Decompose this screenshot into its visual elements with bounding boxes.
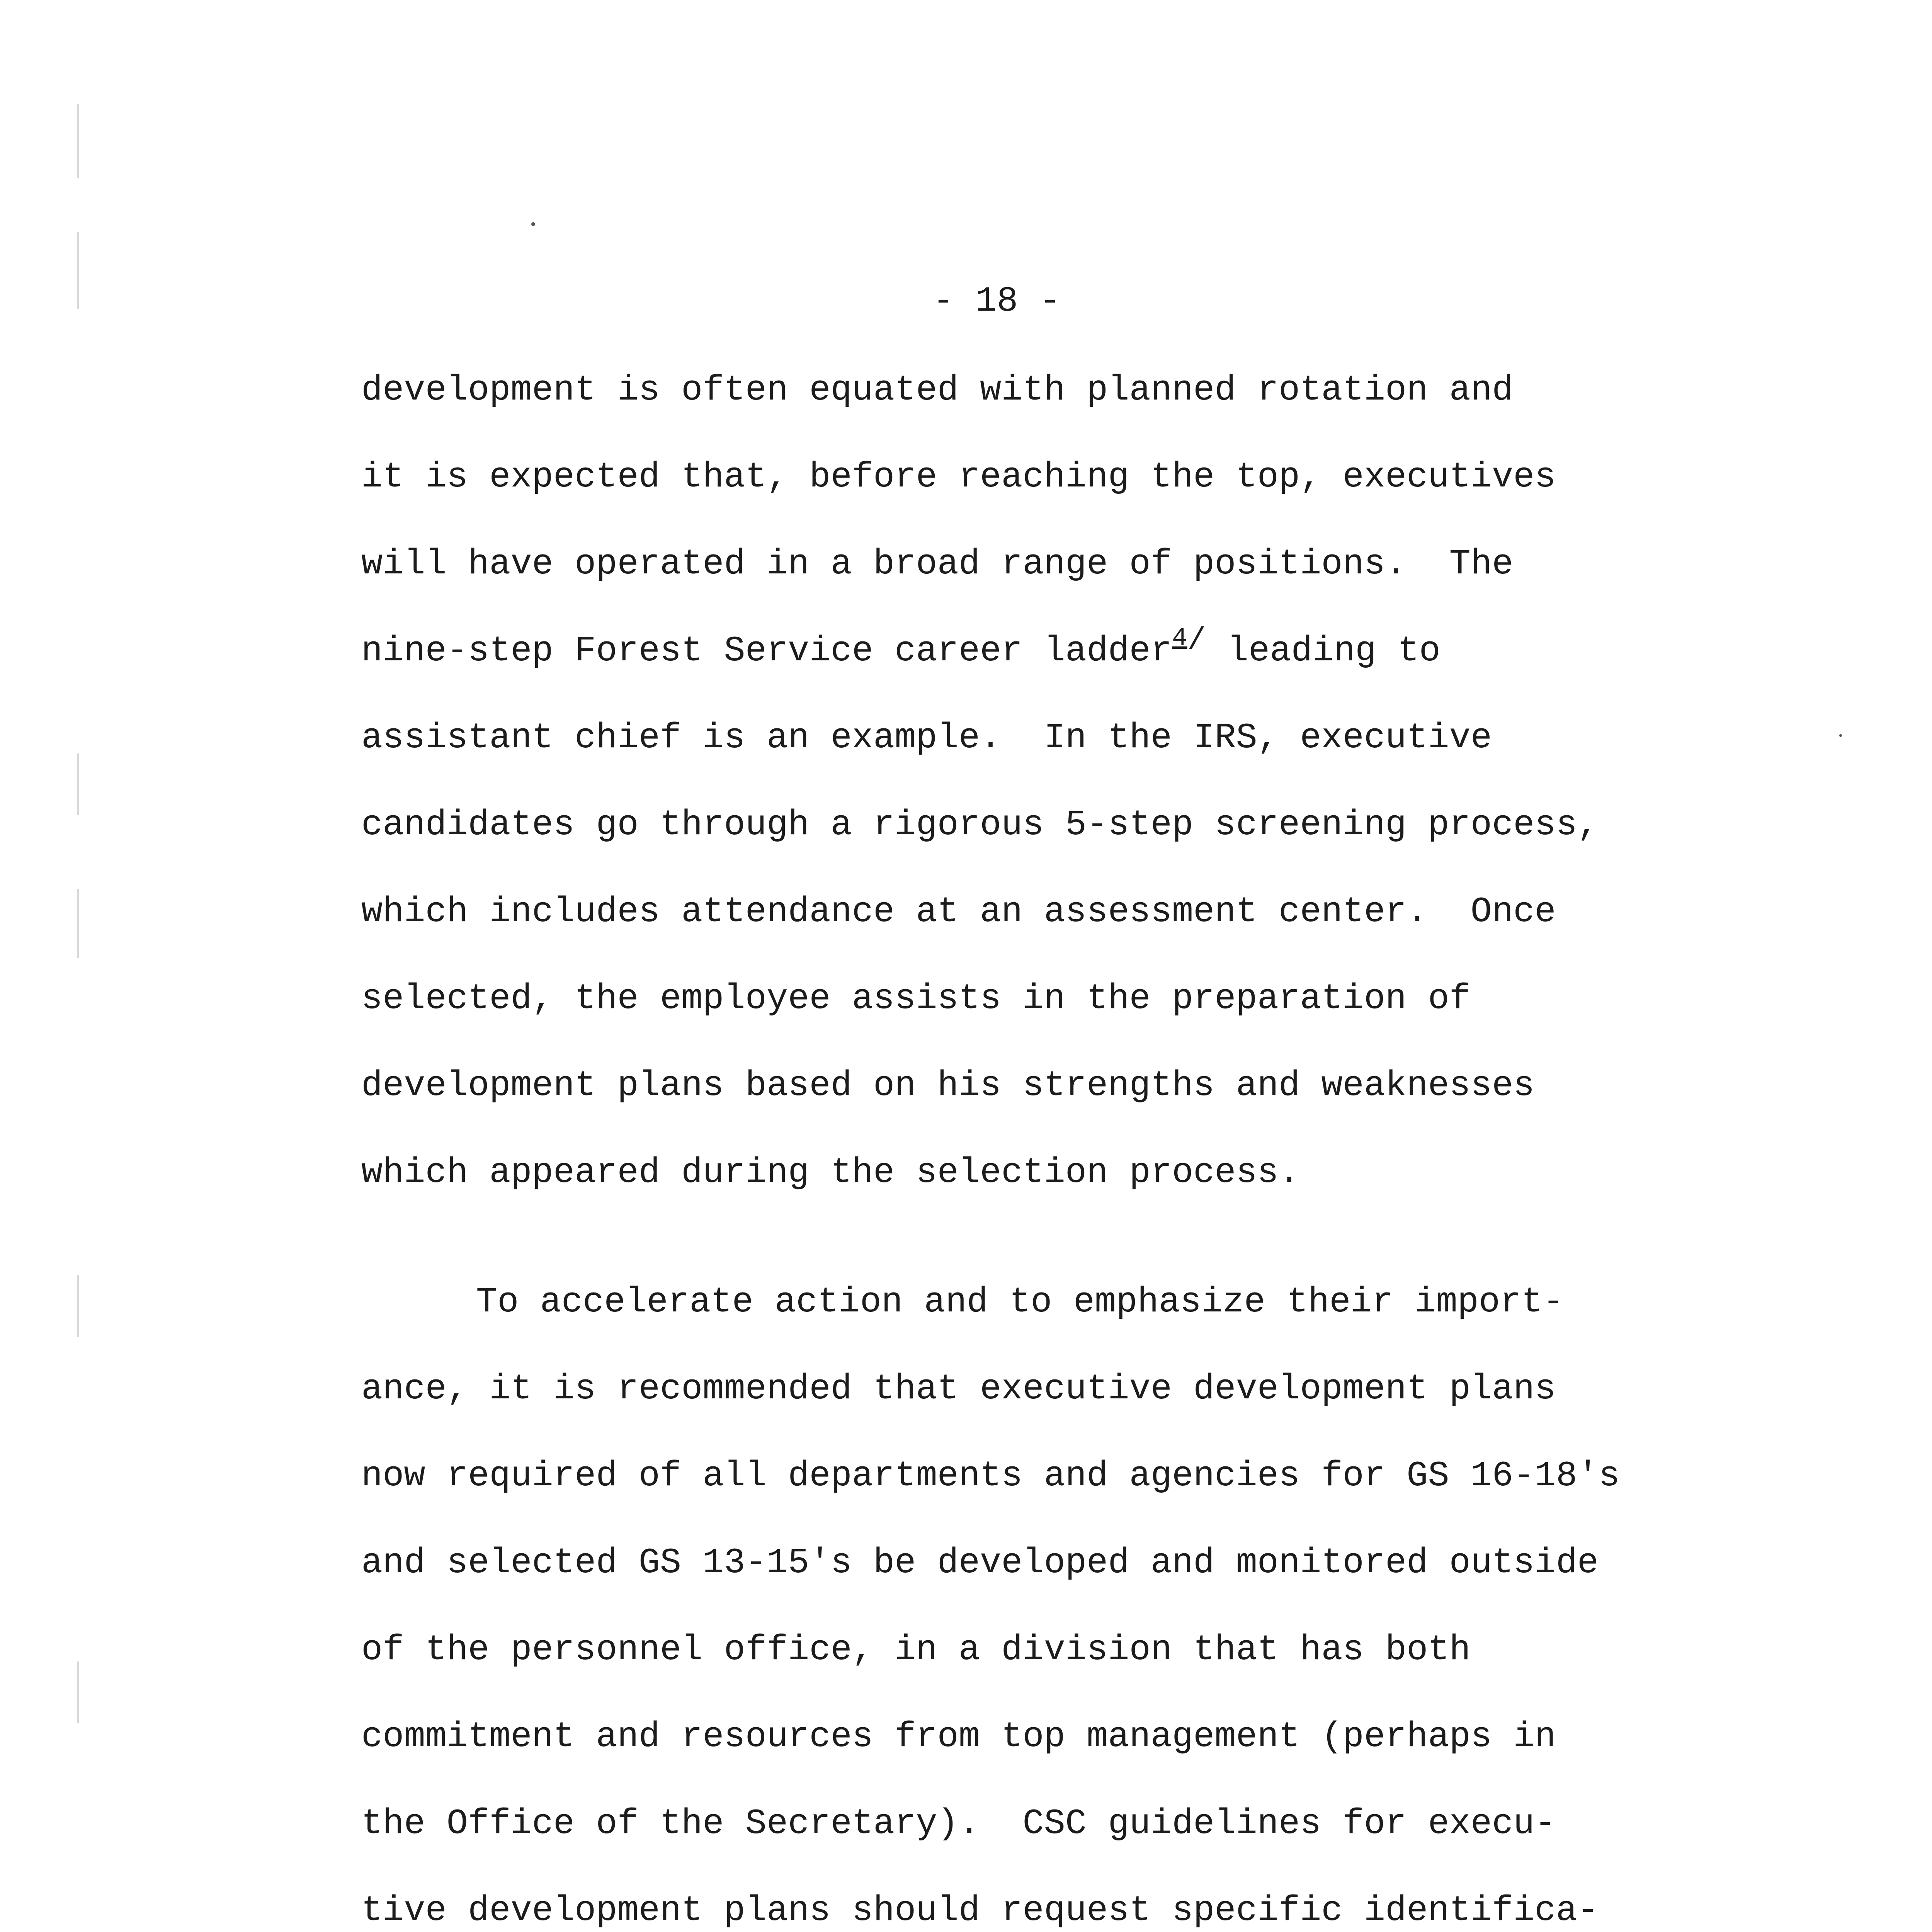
line-text-after-footnote: leading to bbox=[1206, 631, 1440, 671]
paragraph-1-line: which includes attendance at an assessment center. Once bbox=[361, 891, 1556, 932]
paragraph-2-line: and selected GS 13-15's be developed and monitored outside bbox=[361, 1543, 1599, 1583]
paragraph-1-line: assistant chief is an example. In the IRS, executive bbox=[361, 718, 1492, 758]
page-number: - 18 - bbox=[932, 281, 1061, 321]
footnote-reference: 4 bbox=[1172, 624, 1187, 653]
paragraph-2-line: now required of all departments and agencies for GS 16-18's bbox=[361, 1456, 1620, 1496]
paragraph-1-line: candidates go through a rigorous 5-step screening process, bbox=[361, 804, 1599, 845]
scan-margin-mark bbox=[77, 1275, 79, 1337]
line-text-before-footnote: nine-step Forest Service career ladder bbox=[361, 631, 1172, 671]
scan-speck bbox=[1839, 734, 1842, 737]
paragraph-1-line: development is often equated with planned rotation and bbox=[361, 370, 1514, 410]
scan-margin-mark bbox=[77, 1662, 79, 1723]
scan-margin-mark bbox=[77, 104, 79, 178]
paragraph-1-line-with-footnote bbox=[361, 623, 1440, 677]
paragraph-1-line: which appeared during the selection process. bbox=[361, 1152, 1300, 1193]
paragraph-2-line: of the personnel office, in a division that has both bbox=[361, 1629, 1471, 1670]
paragraph-1-line: selected, the employee assists in the preparation of bbox=[361, 978, 1471, 1019]
paragraph-2-line: commitment and resources from top management (perhaps in bbox=[361, 1716, 1556, 1757]
paragraph-2-line: tive development plans should request specific identifica- bbox=[361, 1890, 1599, 1931]
scan-margin-mark bbox=[77, 889, 79, 958]
paragraph-2-line: the Office of the Secretary). CSC guidelines for execu- bbox=[361, 1803, 1556, 1844]
paragraph-1-line: development plans based on his strengths and weaknesses bbox=[361, 1065, 1535, 1106]
scan-speck bbox=[531, 222, 535, 226]
paragraph-1-line: will have operated in a broad range of positions. The bbox=[361, 544, 1514, 584]
footnote-slash: / bbox=[1187, 623, 1206, 658]
scan-margin-mark bbox=[77, 753, 79, 815]
paragraph-2-line: ance, it is recommended that executive development plans bbox=[361, 1369, 1556, 1409]
paragraph-2-line: To accelerate action and to emphasize their import- bbox=[476, 1282, 1564, 1322]
paragraph-1-line: it is expected that, before reaching the top, executives bbox=[361, 457, 1556, 497]
